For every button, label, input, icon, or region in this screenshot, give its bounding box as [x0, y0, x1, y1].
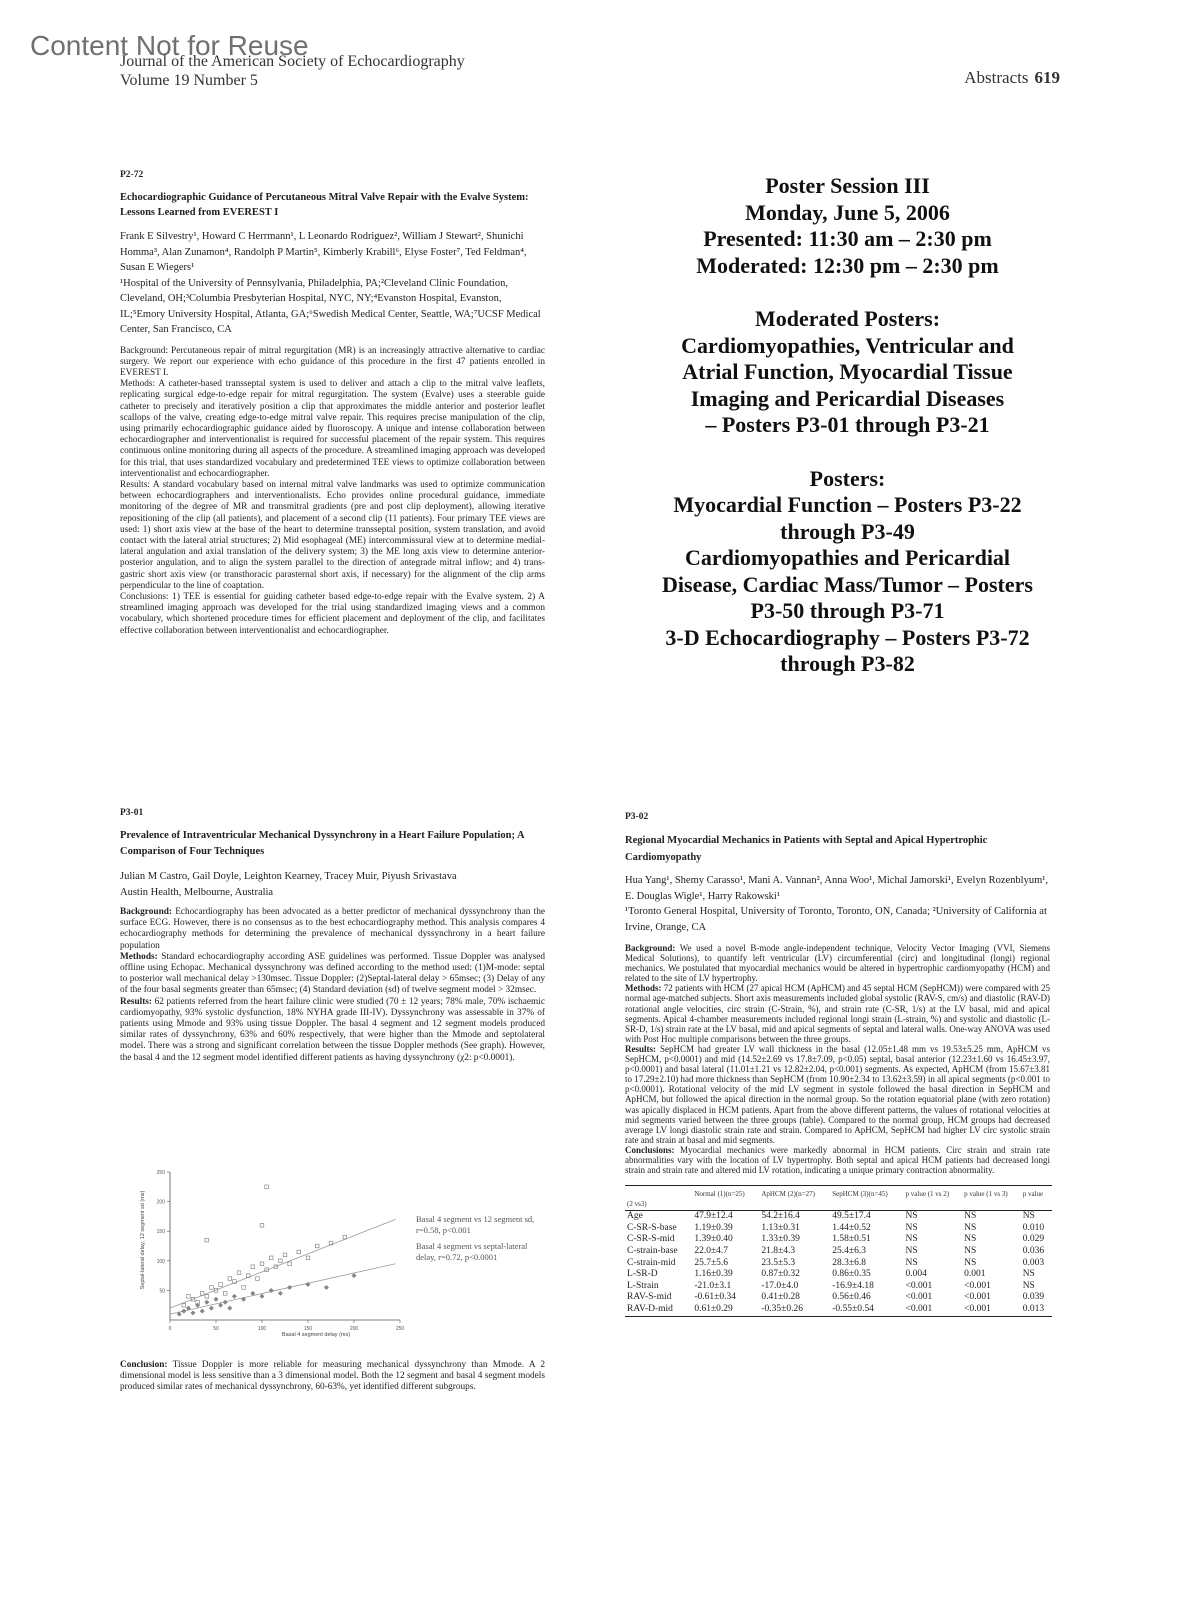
data-point — [228, 1306, 232, 1310]
moderated-line: – Posters P3-01 through P3-21 — [705, 412, 990, 437]
data-point — [214, 1297, 218, 1301]
table-cell: 0.61±0.29 — [692, 1304, 759, 1316]
table-cell: Age — [627, 1211, 643, 1222]
abstract-results: Results: 62 patients referred from the heart failure clinic were studied (70 ± 12 years; 78% male, 70% ischaemic cardiomyopathy, 93% systolic dysfunction, 18% NYHA grade III-IV). Dyssynchrony was assessable in 37% of patients using Mmode and 93% using tissue Doppler. The basal 4 segment and 12 segment models produced similar rates of dyssynchrony, 63% and 60% respectively, that were higher than the Mmode and septolateral model. There was a strong and significant correlation between the tissue Doppler methods (See graph). However, the basal 4 and the 12 segment model identified different patients as having dyssynchrony (χ2: p<0.0001). — [120, 996, 545, 1063]
y-tick-label: 100 — [156, 1258, 165, 1265]
session-heading — [625, 173, 1070, 678]
data-point — [260, 1262, 264, 1266]
session-presented: Presented: 11:30 am – 2:30 pm — [703, 226, 992, 251]
table-cell: RAV-D-mid — [625, 1304, 692, 1316]
data-point — [232, 1294, 236, 1298]
table-cell: 54.2±16.4 — [761, 1211, 800, 1222]
table-cell: 49.5±17.4 — [832, 1211, 871, 1222]
table-cell: 1.39±0.40 — [694, 1234, 733, 1245]
table-cell: NS — [964, 1257, 977, 1268]
y-axis-label: Septal-lateral delay; 12 segment sd (ms) — [140, 1190, 146, 1290]
abstract-affiliation: Austin Health, Melbourne, Australia — [120, 886, 274, 898]
table-cell: C-SR-S-base — [627, 1222, 677, 1233]
data-point — [287, 1285, 291, 1289]
data-point — [237, 1271, 241, 1275]
table-row — [625, 1211, 1052, 1223]
table-cell: 0.004 — [905, 1269, 927, 1280]
table-cell: -21.0±3.1 — [694, 1280, 732, 1291]
legend-entry: Basal 4 segment vs septal-lateral delay, r=0.72, p<0.0001 — [416, 1241, 528, 1262]
data-point — [205, 1295, 209, 1299]
table-cell: 0.003 — [1022, 1257, 1045, 1268]
table-cell: NS — [964, 1222, 977, 1233]
chart-axes — [157, 1170, 405, 1332]
data-point — [256, 1277, 260, 1281]
moderated-posters-heading: Moderated Posters: — [754, 306, 941, 331]
session-moderated: Moderated: 12:30 pm – 2:30 pm — [696, 252, 999, 278]
abstract-title: Echocardiographic Guidance of Percutaneous Mitral Valve Repair with the Evalve System: Lessons Learned from EVEREST I — [120, 192, 529, 218]
journal-title: Journal of the American Society of Echocardiography — [120, 53, 465, 70]
table-row — [625, 1304, 1052, 1316]
data-point — [260, 1223, 264, 1227]
abstract-methods: Methods: A catheter-based transseptal system is used to deliver and attach a clip to the mitral valve leaflets, replicating surgical edge-to-edge repair for mitral regurgitation. The system (Evalve) uses a steerable guide catheter to precisely and iteratively position a clip that approximates the middle anterior and posterior leaflet scallops of the valve, creating edge-to-edge mitral valve repair. This requires precise manipulation of the clip, using primarily echocardiographic guidance aided by fluoroscopy. A unique and intense collaboration between echocardiographer and interventionalist is required for successful placement of the repair system. This requires continuous online monitoring during all aspects of the procedure. A streamlined imaging approach was developed for this trial, that uses standardized vocabulary and predetermined TEE views to optimize collaboration between interventionalist and echocardiographer. — [120, 379, 545, 479]
data-point — [288, 1262, 292, 1266]
data-point — [205, 1300, 209, 1304]
abstract-affiliations: ¹Hospital of the University of Pennsylvania, Philadelphia, PA;²Cleveland Clinic Foundation, Cleveland, OH;³Columbia Presbyterian Hospital, NYC, NY;⁴Evanston Hospital, Evanston, IL;⁵Emory University Hospital, Atlanta, GA;⁶Swedish Medical Center, Seattle, WA;⁷UCSF Medical Center, San Francisco, CA — [120, 277, 541, 335]
table-header-cell: Normal (1)(n=25) — [692, 1186, 759, 1201]
table-cell: NS — [905, 1257, 918, 1268]
page-number: 619 — [1034, 68, 1060, 87]
data-point — [260, 1294, 264, 1298]
x-tick-label: 0 — [168, 1326, 172, 1332]
data-point — [278, 1291, 282, 1295]
abstract-results: Results: A standard vocabulary based on internal mitral valve landmarks was used to optimize communication between echocardiographers and interventionalists. Echo provides online procedural guidance, immediate monitoring of the degree of MR and transmitral gradients (pre and post clip deployment), allowing iterative repositioning of the clip (all patients), and placement of a second clip (11 patients). Four primary TEE views are used: 1) short axis view at the base of the heart to determine transseptal position, system translation, and avoid contact with the lateral atrial structures; 2) Mid esophageal (ME) intercommissural view at to determine medial-lateral angulation and axial translation of the delivery system; 3) the ME long axis view to determine anterior-posterior angulation, and to align the system parallel to the direction of antegrade mitral inflow; and 4) trans-gastric short axis view (or transthoracic parasternal short axis, if necessary) for the alignment of the clip arms perpendicular to the line of coaptation. — [120, 479, 545, 591]
data-point — [324, 1285, 328, 1289]
data-point — [219, 1283, 223, 1287]
y-tick-label: 250 — [156, 1170, 165, 1176]
table-cell: NS — [905, 1211, 918, 1222]
data-point — [283, 1253, 287, 1257]
table-header-cell: ApHCM (2)(n=27) — [759, 1186, 830, 1201]
data-point — [218, 1303, 222, 1307]
table-cell: 1.44±0.52 — [832, 1222, 871, 1233]
y-tick-label: 150 — [156, 1229, 165, 1236]
data-point — [265, 1185, 269, 1189]
data-point — [223, 1292, 227, 1296]
table-cell: 22.0±4.7 — [694, 1245, 729, 1256]
table-cell: 1.19±0.39 — [694, 1222, 733, 1233]
table-header-cell: p value (1 vs 2) — [904, 1186, 963, 1201]
table-header-cell: (2 vs3) — [625, 1200, 692, 1211]
moderated-line: Atrial Function, Myocardial Tissue — [682, 359, 1013, 384]
abstract-conclusions: Conclusions: 1) TEE is essential for guiding catheter based edge-to-edge repair with the Evalve system. 2) A streamlined imaging approach was developed for the trial using standardized imaging views and a common vocabulary, which shortened procedure times for efficient placement and deployment of the clip, and facilitates effective collaboration between interventionalist and echocardiographer. — [120, 591, 545, 636]
data-point — [269, 1256, 273, 1260]
data-point — [182, 1309, 186, 1313]
table-cell: 47.9±12.4 — [694, 1211, 733, 1222]
abstract-p3-02 — [625, 812, 1050, 1317]
x-tick-label: 150 — [303, 1326, 313, 1332]
abstract-affiliations: ¹Toronto General Hospital, University of Toronto, Toronto, ON, Canada; ²University of California at Irvine, Orange, CA — [625, 906, 1047, 933]
table-cell: 1.13±0.31 — [761, 1222, 800, 1233]
chart-series — [170, 1185, 395, 1316]
posters-line: P3-50 through P3-71 — [750, 598, 945, 623]
table-row — [625, 1223, 1052, 1235]
table-row — [625, 1281, 1052, 1293]
trend-line — [170, 1264, 395, 1314]
x-axis-label: Basal 4 segment delay (ms) — [281, 1332, 351, 1338]
data-point — [223, 1300, 227, 1304]
running-header — [964, 68, 1060, 88]
abstract-background: Background: We used a novel B-mode angle-independent technique, Velocity Vector Imaging (VVI, Siemens Medical Solutions), to quantify left ventricular (LV) circumferential (circ) and longitudinal (longi) regional mechanics. We postulated that myocardial mechanics would be altered in hypertrophic cardiomyopathy (HCM) and related to the site of LV hypertrophy. — [625, 943, 1050, 984]
table-cell: -0.35±0.26 — [759, 1304, 830, 1316]
table-cell: C-strain-mid — [627, 1257, 676, 1268]
posters-line: through P3-49 — [780, 518, 915, 544]
data-point — [187, 1295, 191, 1299]
table-cell: -0.61±0.34 — [694, 1292, 736, 1303]
table-cell: 0.010 — [1022, 1222, 1045, 1233]
session-title: Poster Session III — [765, 173, 930, 198]
posters-line: through P3-82 — [780, 651, 915, 676]
table-cell: C-strain-base — [627, 1245, 678, 1256]
table-cell: <0.001 — [964, 1292, 991, 1303]
legend-entry: Basal 4 segment vs 12 segment sd, r=0.58, p<0.001 — [416, 1214, 535, 1235]
table-cell: -16.9±4.18 — [832, 1280, 874, 1291]
x-tick-label: 100 — [257, 1326, 267, 1332]
table-cell: -0.55±0.54 — [830, 1304, 903, 1316]
journal-header — [120, 52, 465, 90]
x-tick-label: 50 — [213, 1326, 219, 1332]
table-cell: NS — [1022, 1269, 1035, 1280]
table-row — [625, 1269, 1052, 1281]
moderated-line: Cardiomyopathies, Ventricular and — [681, 332, 1014, 358]
abstract-background: Background: Echocardiography has been advocated as a better predictor of mechanical dyssynchrony than the surface ECG. However, there is no consensus as to the best echocardiography method. This analysis compares 4 echocardiography methods for determining the prevalence of mechanical dyssynchrony in a heart failure population — [120, 907, 545, 951]
chart-legend — [416, 1214, 546, 1262]
table-header-row — [625, 1186, 1052, 1201]
table-cell: 0.029 — [1022, 1234, 1045, 1245]
y-tick-label: 200 — [156, 1199, 165, 1206]
data-point — [210, 1286, 214, 1290]
data-point — [279, 1259, 283, 1263]
abstract-authors: Frank E Silvestry¹, Howard C Herrmann¹, L Leonardo Rodriguez², William J Stewart², Shunichi Homma³, Alan Zunamon⁴, Randolph P Martin⁵, Kimberly Krabill⁶, Elyse Foster⁷, Ted Feldman⁴, Susan E Wiegers¹ — [120, 231, 527, 273]
abstract-p3-01 — [120, 808, 545, 1064]
data-point — [209, 1306, 213, 1310]
abstract-authors: Julian M Castro, Gail Doyle, Leighton Kearney, Tracey Muir, Piyush Srivastava — [120, 871, 457, 882]
table-cell: 25.4±6.3 — [832, 1245, 866, 1256]
table-cell: <0.001 — [905, 1280, 933, 1291]
table-cell: NS — [905, 1245, 918, 1256]
table-cell: RAV-S-mid — [627, 1292, 672, 1303]
table-header-unit-row — [625, 1200, 1052, 1211]
data-point — [182, 1303, 186, 1307]
table-cell: <0.001 — [905, 1292, 933, 1303]
data-point — [200, 1309, 204, 1313]
table-cell: 23.5±5.3 — [761, 1257, 796, 1268]
table-cell: 0.41±0.28 — [761, 1292, 800, 1303]
abstract-body — [120, 346, 545, 637]
y-tick-label: 50 — [159, 1288, 165, 1295]
table-row — [625, 1292, 1052, 1304]
posters-line: Cardiomyopathies and Pericardial — [684, 545, 1011, 570]
table-cell: 1.58±0.51 — [832, 1234, 871, 1245]
table-cell: C-SR-S-mid — [627, 1234, 675, 1245]
table-cell: 0.86±0.35 — [832, 1269, 871, 1280]
table-header-cell — [625, 1186, 692, 1201]
table-cell: NS — [905, 1234, 918, 1245]
table-cell: 28.3±6.8 — [832, 1257, 866, 1268]
table-cell: NS — [964, 1245, 977, 1256]
section-label: Abstracts — [964, 68, 1029, 87]
table-cell: 0.56±0.46 — [832, 1292, 871, 1303]
moderated-line: Imaging and Pericardial Diseases — [690, 385, 1005, 411]
session-date: Monday, June 5, 2006 — [745, 199, 950, 225]
table-row — [625, 1234, 1052, 1246]
abstract-results: Results: SepHCM had greater LV wall thickness in the basal (12.05±1.48 mm vs 19.53±5.25 mm, ApHCM vs SepHCM, p<0.0001) and mid (14.52±2.69 vs 17.8±7.09, p<0.05) septal, basal anterior (12.23±1.60 vs 16.45±3.97, p<0.0001) and basal lateral (11.01±1.21 vs 12.82±2.04, p<0.001) segments. As expected, ApHCM (from 15.67±3.81 to 17.29±2.10) had more thickness than SepHCM (from 10.90±2.34 to 13.62±3.59) in all apical segments (p<0.001 to p<0.0001). Rotational velocity of the mid LV segment in systole followed the basal direction in SepHCM and ApHCM, but followed the apical direction in the normal group. So the rotation equatorial plane (with zero rotation) was apically displaced in HCM patients. Apart from the above different patterns, the values of rotational velocities at mid segments varied between the three groups (table). Compared to the normal group, HCM groups had decreased average LV longi diastolic strain rate and strain. Compared to ApHCM, SepHCM had higher LV circ systolic strain rate and strain at basal and mid segments. — [625, 1043, 1050, 1145]
data-point — [352, 1273, 356, 1277]
table-cell: <0.001 — [964, 1280, 991, 1291]
table-cell: NS — [1022, 1280, 1035, 1291]
watermark: Content Not for Reuse — [30, 30, 309, 61]
table-cell: 0.013 — [1021, 1304, 1052, 1316]
table-cell: 1.16±0.39 — [694, 1269, 733, 1280]
table-cell: L-SR-D — [627, 1269, 658, 1280]
table-cell: 0.87±0.32 — [761, 1269, 800, 1280]
x-tick-label: 250 — [395, 1326, 405, 1332]
data-point — [297, 1250, 301, 1254]
table-header-cell: p value (1 vs 3) — [962, 1186, 1021, 1201]
x-tick-label: 200 — [349, 1326, 359, 1332]
abstract-authors: Hua Yang¹, Shemy Carasso¹, Mani A. Vannan², Anna Woo¹, Michal Jamorski¹, Evelyn Rozenblyum¹, E. Douglas Wigle¹, Harry Rakowski¹ — [625, 875, 1049, 902]
posters-line: Myocardial Function – Posters P3-22 — [673, 492, 1022, 517]
table-header-cell: SepHCM (3)(n=45) — [830, 1186, 903, 1201]
table-cell: 25.7±5.6 — [694, 1257, 729, 1268]
data-point — [306, 1256, 310, 1260]
abstract-methods: Methods: Standard echocardiography according ASE guidelines was performed. Tissue Doppler was analysed offline using Echopac. Mechanical dyssynchrony was defined according to the method used: (1)M-mode: septal to posterior wall mechanical delay >130msec. Tissue Doppler: (2)Septal-lateral delay > 65msec; (3) Delay of any of the four basal segments greater than 65msec; (4) Standard deviation (sd) of twelve segment model > 32msec. — [120, 951, 545, 996]
abstract-body — [120, 907, 545, 1064]
abstract-methods: Methods: 72 patients with HCM (27 apical HCM (ApHCM) and 45 septal HCM (SepHCM)) were compared with 25 normal age-matched subjects. Short axis measurements included global systolic (RAV-S, cm/s) and diastolic (RAV-D) rotational angle velocities, circ strain (C-Strain, %), and strain rate (C-SR, 1/s) at the LV basal, mid and apical segments. Apical 4-chamber measurements included regional longi strain (L-strain, %) and systolic and diastolic (L-SR-D, 1/s) strain rate at the LV basal, mid and apical segments of septal and lateral walls. One-way ANOVA was used with Post Hoc multiple comparisons between the three groups. — [625, 983, 1050, 1044]
abstract-id: P3-01 — [120, 808, 144, 818]
abstract-p2-72 — [120, 170, 545, 637]
data-point — [191, 1311, 195, 1315]
table-cell: 0.039 — [1022, 1292, 1045, 1303]
posters-line: Disease, Cardiac Mass/Tumor – Posters — [662, 571, 1033, 597]
abstract-background: Background: Percutaneous repair of mitral regurgitation (MR) is an increasingly attractive alternative to cardiac surgery. We report our experience with echo guidance of this procedure in the first 47 patients enrolled in EVEREST I. — [120, 345, 545, 378]
table-cell: <0.001 — [962, 1304, 1021, 1316]
abstract-title: Regional Myocardial Mechanics in Patients with Septal and Apical Hypertrophic Cardiomyopathy — [625, 835, 988, 863]
table-cell: 0.036 — [1022, 1245, 1045, 1256]
data-point — [228, 1277, 232, 1281]
table-body — [625, 1211, 1052, 1316]
table-cell: 1.33±0.39 — [761, 1234, 800, 1245]
posters-heading: Posters: — [809, 465, 886, 491]
posters-line: 3-D Echocardiography – Posters P3-72 — [665, 624, 1030, 650]
abstract-title: Prevalence of Intraventricular Mechanical Dyssynchrony in a Heart Failure Population; A Comparison of Four Techniques — [120, 830, 525, 857]
abstract-id: P3-02 — [625, 812, 649, 822]
table-header-cell: p value — [1021, 1186, 1052, 1201]
table-cell: NS — [1022, 1211, 1035, 1222]
abstract-conclusions: Conclusions: Myocardial mechanics were markedly abnormal in HCM patients. Circ strain and strain rate abnormalities vary with the location of LV hypertrophy. Both septal and apical HCM patients had decreased longi strain and strain rate and altered mid LV rotation, indicating a unique primary contraction abnormality. — [625, 1144, 1050, 1176]
results-table — [625, 1185, 1052, 1316]
table-cell: 0.001 — [964, 1269, 986, 1280]
table-cell: NS — [964, 1211, 977, 1222]
scatter-chart — [130, 1160, 550, 1340]
table-row — [625, 1258, 1052, 1270]
table-cell: L-Strain — [627, 1280, 659, 1291]
data-point — [242, 1286, 246, 1290]
data-point — [251, 1265, 255, 1269]
journal-volume: Volume 19 Number 5 — [120, 72, 258, 89]
table-cell: NS — [964, 1234, 977, 1245]
abstract-body — [625, 943, 1050, 1175]
table-row — [625, 1246, 1052, 1258]
table-cell: -17.0±4.0 — [761, 1280, 799, 1291]
data-point — [315, 1244, 319, 1248]
table-cell: NS — [905, 1222, 918, 1233]
table-cell: <0.001 — [904, 1304, 963, 1316]
table-cell: 21.8±4.3 — [761, 1245, 796, 1256]
abstract-conclusion: Conclusion: Tissue Doppler is more reliable for measuring mechanical dyssynchrony than Mmode. A 2 dimensional model is less sensitive than a 3 dimensional model. Both the 12 segment and basal 4 segment models produced similar rates of mechanical dyssynchrony, 60-63%, yet identified different subgroups. — [120, 1360, 545, 1393]
abstract-id: P2-72 — [120, 170, 144, 180]
data-point — [205, 1238, 209, 1242]
